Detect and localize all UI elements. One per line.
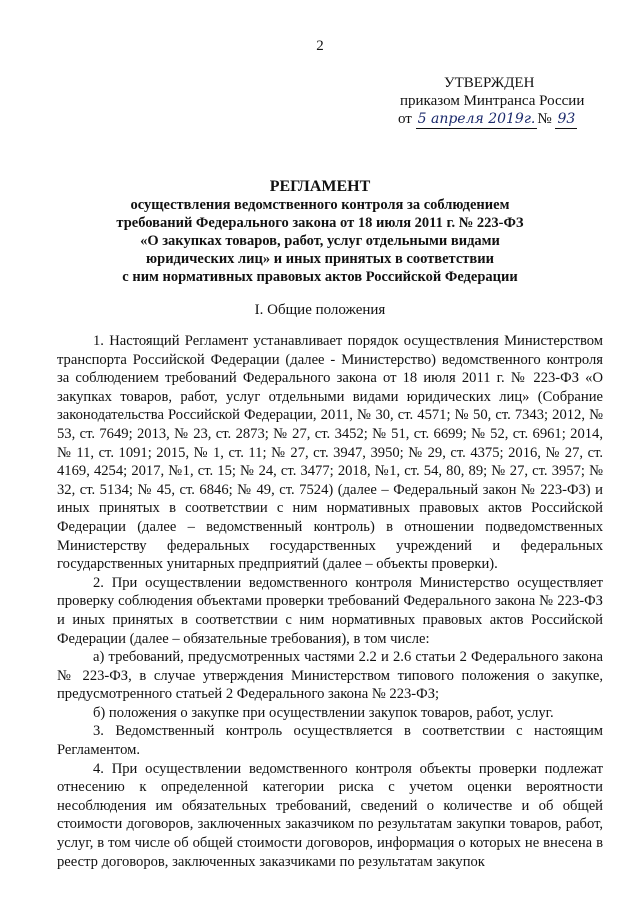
handwritten-date: 5 апреля 2019г. [417, 111, 536, 127]
approval-heading: УТВЕРЖДЕН [444, 75, 535, 91]
subtitle-line: юридических лиц» и иных принятых в соответствии [146, 251, 494, 267]
paragraph-2a: а) требований, предусмотренных частями 2.2 и 2.6 статьи 2 Федерального закона № 223-ФЗ, в случае утверждения Министерством типового положения о закупке, предусмотренного статьей 2 Федерального закона № 223-ФЗ; [57, 649, 603, 703]
subtitle-line: с ним нормативных правовых актов Российской Федерации [122, 269, 518, 285]
approval-block [392, 74, 602, 129]
subtitle-line: осуществления ведомственного контроля за соблюдением [130, 197, 510, 213]
approval-order-label: приказом Минтранса России [400, 93, 585, 109]
document-subtitle [80, 196, 560, 286]
section-heading: I. Общие положения [254, 302, 386, 318]
document-title: РЕГЛАМЕНТ [269, 178, 371, 195]
page-number: 2 [316, 38, 324, 54]
subtitle-line: «О закупках товаров, работ, услуг отдельными видами [140, 233, 500, 249]
document-body [57, 332, 603, 871]
subtitle-line: требований Федерального закона от 18 июля 2011 г. № 223-ФЗ [116, 215, 524, 231]
paragraph-1: 1. Настоящий Регламент устанавливает порядок осуществления Министерством транспорта Российской Федерации (далее - Министерство) ведомственного контроля за соблюдением требований Федерального закона от 18 июля 2011 г. № 223-ФЗ «О закупках товаров, работ, услуг отдельными видами юридических лиц» (Собрание законодательства Российской Федерации, 2011, № 30, ст. 4571; № 50, ст. 7343; 2012, № 53, ст. 7649; 2013, № 23, ст. 2873; № 27, ст. 3452; № 51, ст. 6699; № 52, ст. 6961; 2014, № 11, ст. 1091; 2015, № 1, ст. 11; № 27, ст. 3947, 3950; № 29, ст. 4375; 2016, № 27, ст. 4169, 4254; 2017, №1, ст. 15; № 24, ст. 3477; 2018, №1, ст. 54, 80, 89; № 27, ст. 3957; № 32, ст. 5134; № 45, ст. 6846; № 49, ст. 7524) (далее – Федеральный закон № 223-ФЗ) и иных принятых в соответствии с ним нормативных правовых актов Российской Федерации (далее – ведомственный контроль) в отношении подведомственных Министерству федеральных государственных учреждений и федеральных государственных унитарных предприятий (далее – объекты проверки). [57, 333, 603, 573]
paragraph-3: 3. Ведомственный контроль осуществляется в соответствии с настоящим Регламентом. [57, 723, 603, 759]
approval-date-line [392, 110, 602, 129]
paragraph-4: 4. При осуществлении ведомственного контроля объекты проверки подлежат отнесению к определенной категории риска с учетом оценки вероятности несоблюдения им обязательных требований, сведений о количестве и об общей стоимости договоров, заключенных заказчиком по результатам закупки товаров, работ, услуг, в том числе об общей стоимости договоров, информация о которых не внесена в реестр договоров, заключенных заказчиками по результатам закупок [57, 760, 603, 870]
from-label: от [398, 111, 412, 127]
paragraph-2: 2. При осуществлении ведомственного контроля Министерство осуществляет проверку соблюдения объектами проверки требований Федерального закона № 223-ФЗ и иных принятых в соответствии с ним нормативных правовых актов Российской Федерации (далее – обязательные требования), в том числе: [57, 574, 603, 647]
paragraph-2b: б) положения о закупке при осуществлении закупок товаров, работ, услуг. [93, 704, 554, 721]
number-label: № [537, 111, 552, 127]
handwritten-number: 93 [557, 111, 576, 127]
